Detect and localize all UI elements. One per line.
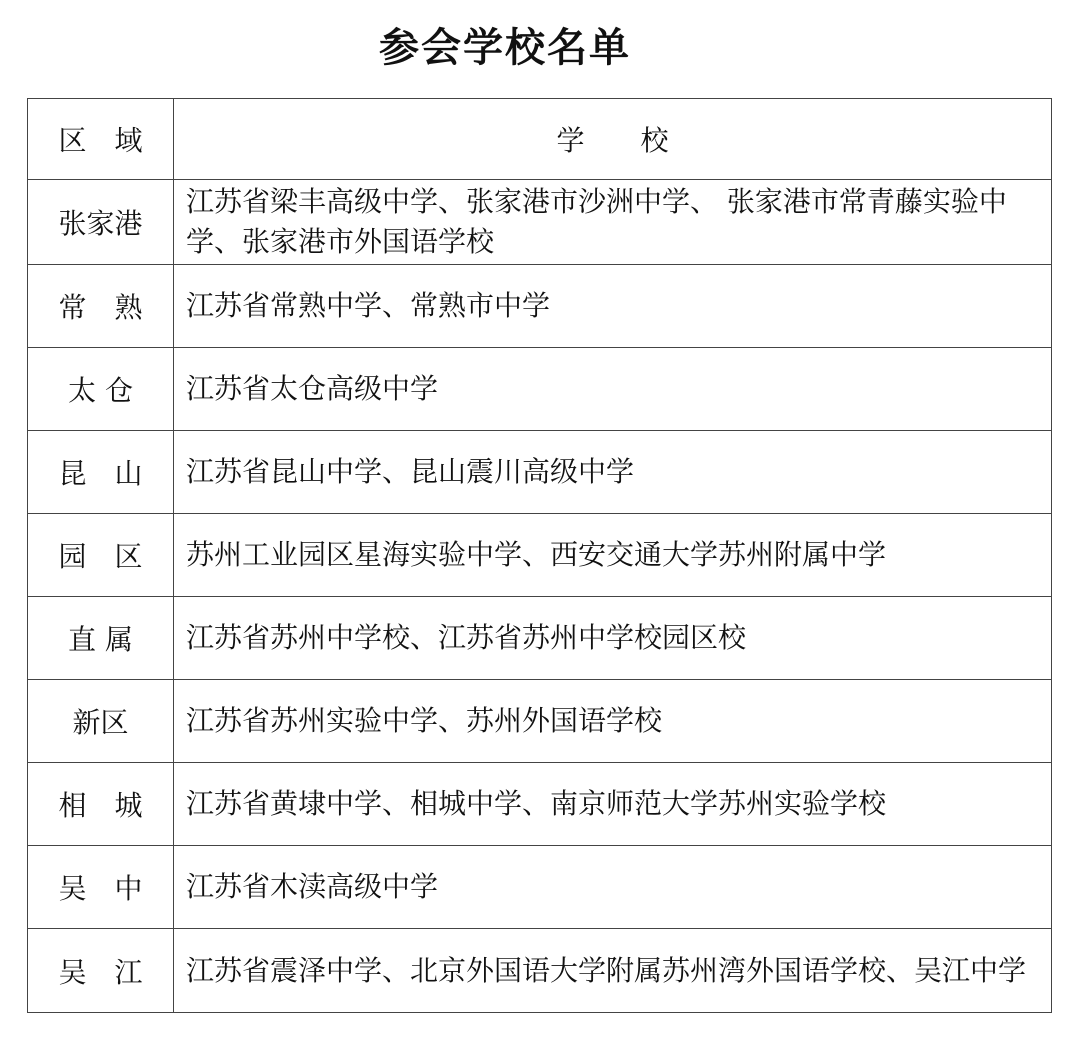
schools-cell: 江苏省梁丰高级中学、张家港市沙洲中学、 张家港市常青藤实验中学、张家港市外国语学校: [174, 180, 1052, 265]
region-cell: 新区: [28, 680, 174, 763]
schools-cell: 江苏省黄埭中学、相城中学、南京师范大学苏州实验学校: [174, 763, 1052, 846]
table-row: [28, 680, 1052, 763]
schools-cell: 江苏省木渎高级中学: [174, 846, 1052, 929]
schools-cell: 江苏省昆山中学、昆山震川高级中学: [174, 431, 1052, 514]
region-cell: 园 区: [28, 514, 174, 597]
schools-cell: 江苏省震泽中学、北京外国语大学附属苏州湾外国语学校、吴江中学: [174, 929, 1052, 1013]
table-header-row: [28, 99, 1052, 180]
schools-cell: 苏州工业园区星海实验中学、西安交通大学苏州附属中学: [174, 514, 1052, 597]
region-cell: 常 熟: [28, 265, 174, 348]
region-cell: 直 属: [28, 597, 174, 680]
region-cell: 昆 山: [28, 431, 174, 514]
table-row: [28, 348, 1052, 431]
table-row: [28, 431, 1052, 514]
table-row: [28, 929, 1052, 1013]
table-row: [28, 597, 1052, 680]
header-school: 学 校: [174, 99, 1052, 180]
page-title: 参会学校名单: [379, 24, 631, 71]
schools-cell: 江苏省苏州中学校、江苏省苏州中学校园区校: [174, 597, 1052, 680]
region-cell: 太 仓: [28, 348, 174, 431]
header-region: 区 域: [28, 99, 174, 180]
table-row: [28, 180, 1052, 265]
region-cell: 吴 中: [28, 846, 174, 929]
table-row: [28, 846, 1052, 929]
table-row: [28, 514, 1052, 597]
table-row: [28, 763, 1052, 846]
region-cell: 吴 江: [28, 929, 174, 1013]
region-cell: 张家港: [28, 180, 174, 265]
schools-cell: 江苏省太仓高级中学: [174, 348, 1052, 431]
schools-table: [27, 98, 1052, 1013]
schools-cell: 江苏省苏州实验中学、苏州外国语学校: [174, 680, 1052, 763]
table-row: [28, 265, 1052, 348]
schools-cell: 江苏省常熟中学、常熟市中学: [174, 265, 1052, 348]
region-cell: 相 城: [28, 763, 174, 846]
